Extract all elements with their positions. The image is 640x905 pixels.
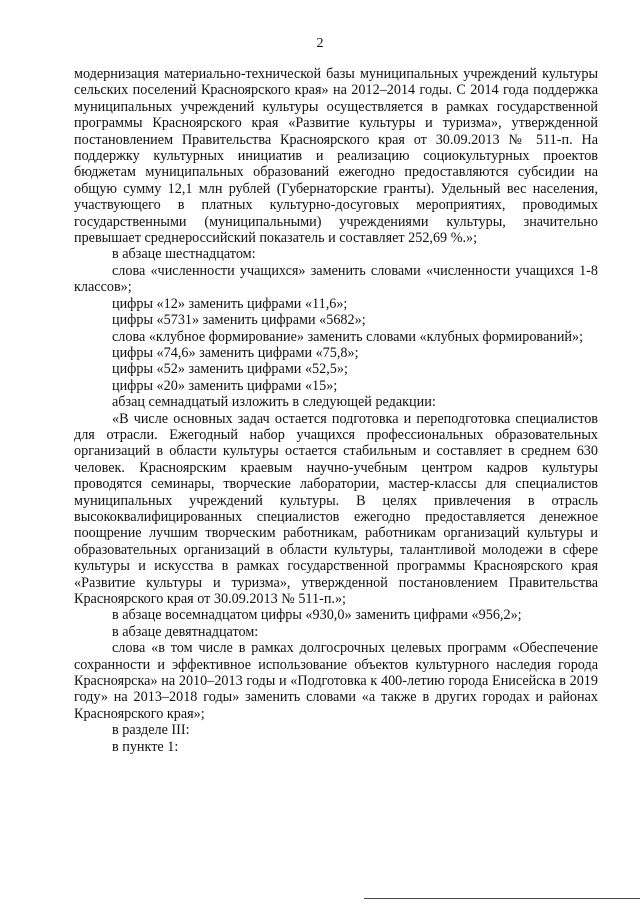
- paragraph: слова «клубное формирование» заменить словами «клубных формирований»;: [112, 328, 584, 345]
- paragraph: в разделе III:: [112, 722, 190, 739]
- paragraph: цифры «20» заменить цифрами «15»;: [112, 377, 338, 394]
- paragraph: модернизация материально-технической базы муниципальных учреждений культуры сельских поселений Красноярского края» на 2012–2014 годы. С 2014 года поддержка муниципальных учреждений культуры осуществляется в рамках государственной программы Красноярского края «Развитие культуры и туризма», утвержденной постановлением Правительства Красноярского края от 30.09.2013 № 511-п. На поддержку культурных инициатив и реализацию социокультурных проектов бюджетам муниципальных образований ежегодно предоставляются субсидии на общую сумму 12,1 млн рублей (Губернаторские гранты). Удельный вес населения, участвующего в платных культурно-досуговых мероприятиях, проводимых государственными (муниципальными) учреждениями культуры, значительно превышает среднероссийский показатель и составляет 252,69 %.»;: [74, 66, 598, 247]
- paragraph: в пункте 1:: [112, 738, 179, 755]
- paragraph: слова «численности учащихся» заменить словами «численности учащихся 1-8 классов»;: [74, 262, 598, 296]
- paragraph: слова «в том числе в рамках долгосрочных целевых программ «Обеспечение сохранности и эффективное использование объектов культурного наследия города Красноярска» на 2010–2013 годы и «Подготовка к 400-летию города Енисейска в 2019 году» на 2013–2018 годы» заменить словами «а также в других городах и районах Красноярского края»;: [74, 640, 598, 722]
- paragraph: цифры «52» заменить цифрами «52,5»;: [112, 361, 348, 378]
- paragraph: цифры «74,6» заменить цифрами «75,8»;: [112, 344, 359, 361]
- page-number: 2: [316, 36, 324, 51]
- paragraph: абзац семнадцатый изложить в следующей редакции:: [112, 394, 436, 411]
- document-body: [74, 66, 598, 755]
- paragraph: «В числе основных задач остается подготовка и переподготовка специалистов для отрасли. Ежегодный набор учащихся профессиональных образовательных организаций в области культуры остается стабильным и составляет в среднем 630 человек. Красноярским краевым научно-учебным центром кадров культуры проводятся семинары, творческие лаборатории, мастер-классы для специалистов муниципальных учреждений культуры. В целях привлечения в отрасль высококвалифицированных специалистов ежегодно предоставляется денежное поощрение лучшим творческим работникам, работникам организаций культуры и образовательных организаций в области культуры, талантливой молодежи в сфере культуры и искусства в рамках государственной программы Красноярского края «Развитие культуры и туризма», утвержденной постановлением Правительства Красноярского края от 30.09.2013 № 511-п.»;: [74, 410, 598, 607]
- paragraph: в абзаце девятнадцатом:: [112, 623, 259, 640]
- paragraph: цифры «5731» заменить цифрами «5682»;: [112, 312, 366, 329]
- paragraph: в абзаце шестнадцатом:: [112, 246, 256, 263]
- paragraph: цифры «12» заменить цифрами «11,6»;: [112, 295, 348, 312]
- scan-edge-line: [364, 898, 640, 899]
- paragraph: в абзаце восемнадцатом цифры «930,0» заменить цифрами «956,2»;: [112, 607, 522, 624]
